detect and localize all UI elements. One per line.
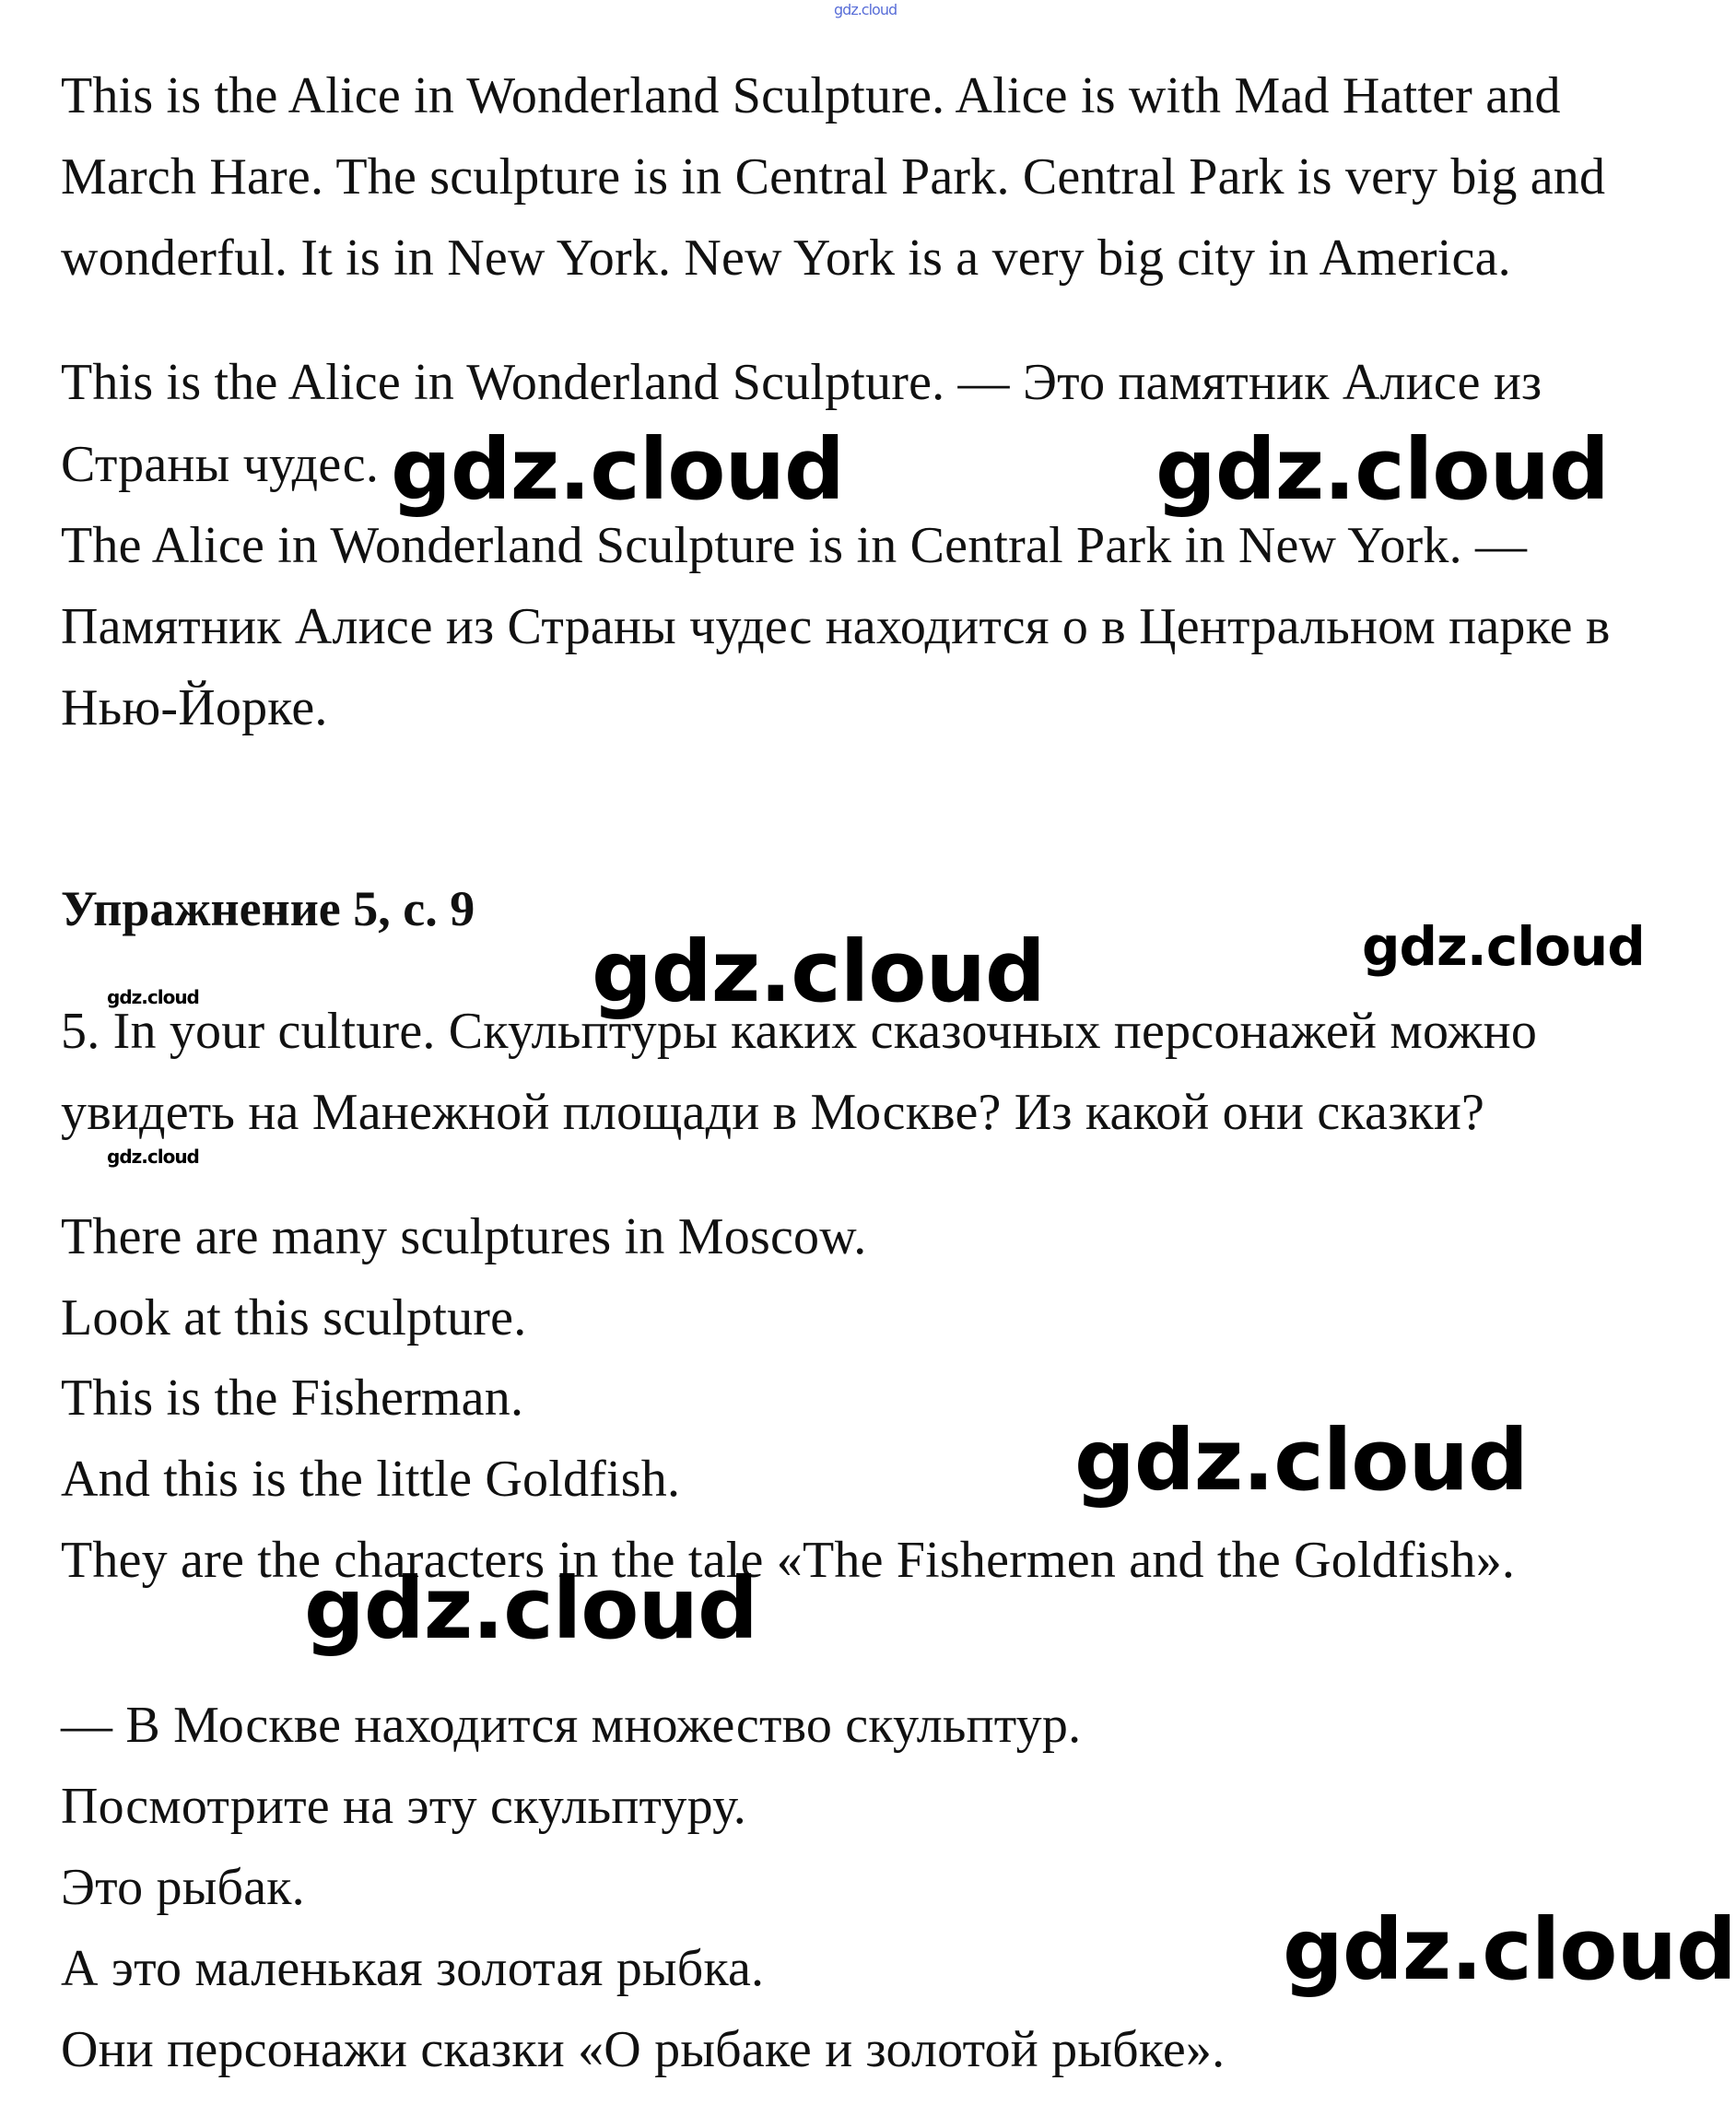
watermark-2: gdz.cloud xyxy=(1155,420,1609,519)
exercise-heading: Упражнение 5, с. 9 xyxy=(61,881,475,936)
watermark-top: gdz.cloud xyxy=(834,1,897,18)
paragraph2-line-1: This is the Alice in Wonderland Sculpture. — Это памятник Алисе из xyxy=(61,354,1542,411)
watermark-small-1: gdz.cloud xyxy=(107,986,199,1008)
watermark-small-2: gdz.cloud xyxy=(107,1146,199,1168)
answer-ru-line-2: Посмотрите на эту скульптуру. xyxy=(61,1778,746,1835)
answer-en-line-1: There are many sculptures in Moscow. xyxy=(61,1208,867,1265)
answer-en-line-3: This is the Fisherman. xyxy=(61,1370,524,1427)
watermark-1: gdz.cloud xyxy=(391,420,844,519)
answer-en-line-4: And this is the little Goldfish. xyxy=(61,1451,681,1508)
answer-en-line-5: They are the characters in the tale «The Fishermen and the Goldfish». xyxy=(61,1532,1516,1589)
task-line-1: 5. In your culture. Скульптуры каких сказочных персонажей можно xyxy=(61,1003,1538,1060)
answer-ru-line-5: Они персонажи сказки «О рыбаке и золотой рыбке». xyxy=(61,2021,1226,2078)
paragraph2-line-5: Нью-Йорке. xyxy=(61,679,328,736)
answer-ru-line-4: А это маленькая золотая рыбка. xyxy=(61,1940,765,1997)
answer-ru-line-3: Это рыбак. xyxy=(61,1859,305,1916)
watermark-3: gdz.cloud xyxy=(592,923,1045,1021)
answer-ru-line-1: — В Москве находится множество скульптур. xyxy=(61,1697,1082,1754)
paragraph2-line-3: The Alice in Wonderland Sculpture is in Central Park in New York. — xyxy=(61,517,1528,574)
watermark-4: gdz.cloud xyxy=(1362,915,1645,978)
paragraph2-line-2: Страны чудес. xyxy=(61,436,380,493)
paragraph1-line-2: March Hare. The sculpture is in Central Park. Central Park is very big and xyxy=(61,148,1606,206)
answer-en-line-2: Look at this sculpture. xyxy=(61,1289,527,1346)
watermark-5: gdz.cloud xyxy=(1074,1411,1528,1510)
task-line-2: увидеть на Манежной площади в Москве? Из какой они сказки? xyxy=(61,1084,1485,1141)
paragraph1-line-1: This is the Alice in Wonderland Sculpture. Alice is with Mad Hatter and xyxy=(61,67,1561,124)
watermark-7: gdz.cloud xyxy=(1283,1900,1736,1999)
watermark-6: gdz.cloud xyxy=(304,1559,757,1658)
paragraph2-line-4: Памятник Алисе из Страны чудес находится о в Центральном парке в xyxy=(61,598,1611,655)
paragraph1-line-3: wonderful. It is in New York. New York is a very big city in America. xyxy=(61,229,1511,287)
